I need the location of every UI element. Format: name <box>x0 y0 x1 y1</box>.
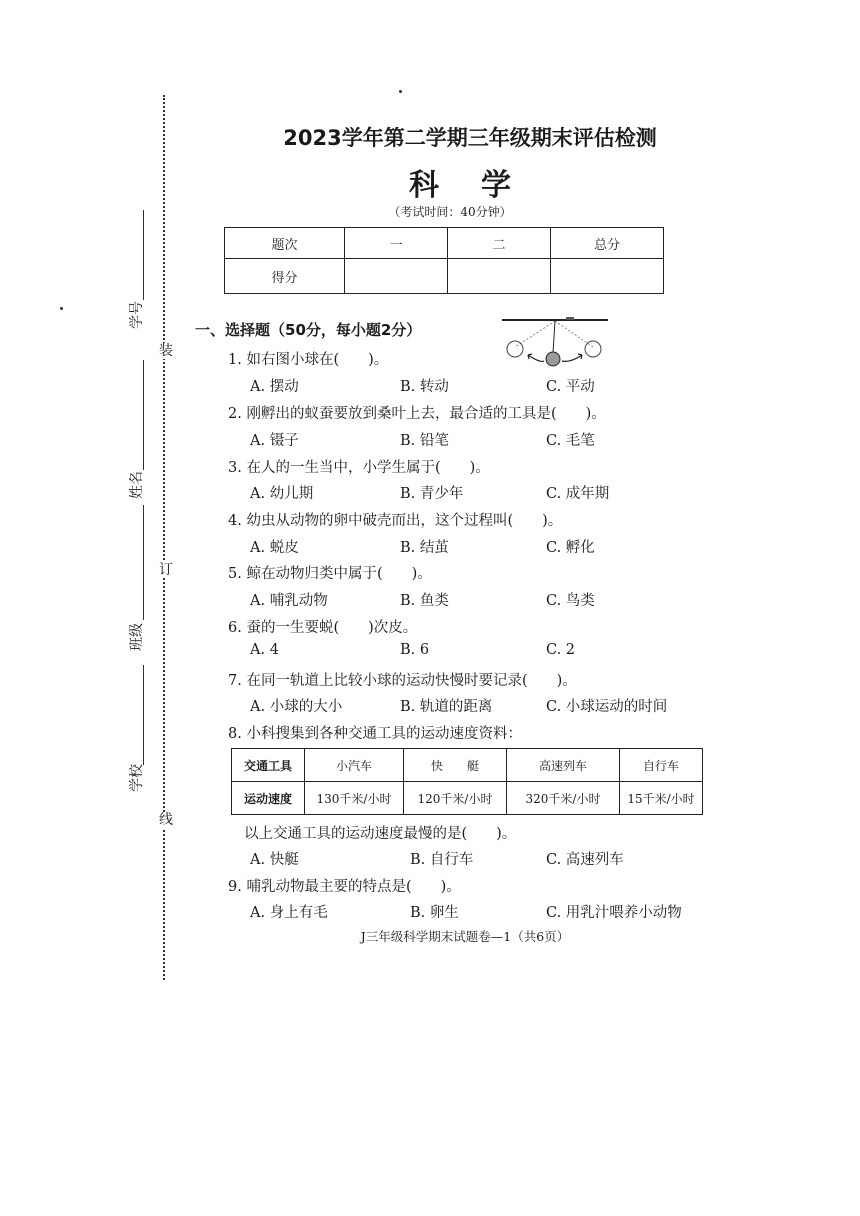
q4-option-b: B. 结茧 <box>400 540 449 556</box>
table-cell: 运动速度 <box>232 782 305 815</box>
q7-option-c: C. 小球运动的时间 <box>546 699 668 715</box>
name-label: 姓名 <box>129 471 145 499</box>
question-2: 2. 刚孵出的蚁蚕要放到桑叶上去，最合适的工具是( )。 <box>228 406 606 422</box>
q4-option-a: A. 蜕皮 <box>250 540 299 556</box>
table-cell: 交通工具 <box>232 749 305 782</box>
question-5: 5. 鲸在动物归类中属于( )。 <box>228 566 432 582</box>
table-cell: 总分 <box>551 228 664 259</box>
table-cell: 题次 <box>225 228 345 259</box>
exam-title: 2023学年第二学期三年级期末评估检测 <box>283 126 657 150</box>
q7-option-b: B. 轨道的距离 <box>400 699 493 715</box>
subject-title: 科学 <box>409 168 553 203</box>
q5-option-a: A. 哺乳动物 <box>250 593 328 609</box>
q6-option-a: A. 4 <box>250 642 279 658</box>
scan-speck <box>60 307 63 310</box>
q8-option-b: B. 自行车 <box>410 852 474 868</box>
q6-option-c: C. 2 <box>546 642 576 658</box>
q3-option-c: C. 成年期 <box>546 486 610 502</box>
pendulum-illustration <box>500 313 610 373</box>
section-title: 一、选择题（50分，每小题2分） <box>195 321 422 339</box>
q3-option-b: B. 青少年 <box>400 486 464 502</box>
q8-option-a: A. 快艇 <box>250 852 299 868</box>
table-cell: 15千米/小时 <box>620 782 703 815</box>
q2-option-b: B. 铅笔 <box>400 433 449 449</box>
q9-option-c: C. 用乳汁喂养小动物 <box>546 905 682 921</box>
question-1: 1. 如右图小球在( )。 <box>228 352 389 368</box>
q1-option-c: C. 平动 <box>546 379 595 395</box>
table-row <box>225 259 664 294</box>
binding-dotted-line <box>163 95 165 980</box>
score-input-cell[interactable] <box>345 259 448 294</box>
question-4: 4. 幼虫从动物的卵中破壳而出，这个过程叫( )。 <box>228 513 563 529</box>
binding-mark-xian: 线 <box>159 812 173 828</box>
table-row <box>232 749 703 782</box>
student-id-label: 学号 <box>129 301 145 329</box>
table-cell: 快 艇 <box>404 749 507 782</box>
q6-option-b: B. 6 <box>400 642 430 658</box>
table-row <box>232 782 703 815</box>
q2-option-c: C. 毛笔 <box>546 433 595 449</box>
score-input-cell[interactable] <box>551 259 664 294</box>
q7-option-a: A. 小球的大小 <box>250 699 343 715</box>
q1-option-b: B. 转动 <box>400 379 449 395</box>
table-cell: 小汽车 <box>305 749 404 782</box>
score-table <box>224 227 664 294</box>
table-cell: 320千米/小时 <box>507 782 620 815</box>
q3-option-a: A. 幼儿期 <box>250 486 314 502</box>
exam-time-note: （考试时间：40分钟） <box>388 205 512 219</box>
name-line <box>143 360 144 470</box>
table-row <box>225 228 664 259</box>
class-line <box>143 505 144 620</box>
table-cell: 得分 <box>225 259 345 294</box>
q5-option-c: C. 鸟类 <box>546 593 595 609</box>
score-input-cell[interactable] <box>448 259 551 294</box>
q5-option-b: B. 鱼类 <box>400 593 449 609</box>
question-7: 7. 在同一轨道上比较小球的运动快慢时要记录( )。 <box>228 673 577 689</box>
question-8: 8. 小科搜集到各种交通工具的运动速度资料： <box>228 726 522 742</box>
binding-mark-ding: 订 <box>159 562 173 578</box>
school-line <box>143 665 144 765</box>
table-cell: 高速列车 <box>507 749 620 782</box>
q2-option-a: A. 镊子 <box>250 433 299 449</box>
scan-speck <box>399 90 402 93</box>
q9-option-b: B. 卵生 <box>410 905 459 921</box>
student-id-line <box>143 210 144 300</box>
class-label: 班级 <box>129 623 145 651</box>
q9-option-a: A. 身上有毛 <box>250 905 328 921</box>
question-3: 3. 在人的一生当中，小学生属于( )。 <box>228 460 490 476</box>
table-cell: 自行车 <box>620 749 703 782</box>
table-cell: 一 <box>345 228 448 259</box>
binding-mark-zhuang: 装 <box>159 343 173 359</box>
q1-option-a: A. 摆动 <box>250 379 299 395</box>
question-9: 9. 哺乳动物最主要的特点是( )。 <box>228 879 461 895</box>
table-cell: 二 <box>448 228 551 259</box>
question-8-stem: 以上交通工具的运动速度最慢的是( )。 <box>244 826 517 842</box>
q8-option-c: C. 高速列车 <box>546 852 624 868</box>
q4-option-c: C. 孵化 <box>546 540 595 556</box>
speed-table <box>231 748 703 815</box>
question-6: 6. 蚕的一生要蜕( )次皮。 <box>228 620 418 636</box>
table-cell: 130千米/小时 <box>305 782 404 815</box>
page-footer: J三年级科学期末试题卷—1（共6页） <box>360 929 570 944</box>
school-label: 学校 <box>129 764 145 792</box>
table-cell: 120千米/小时 <box>404 782 507 815</box>
